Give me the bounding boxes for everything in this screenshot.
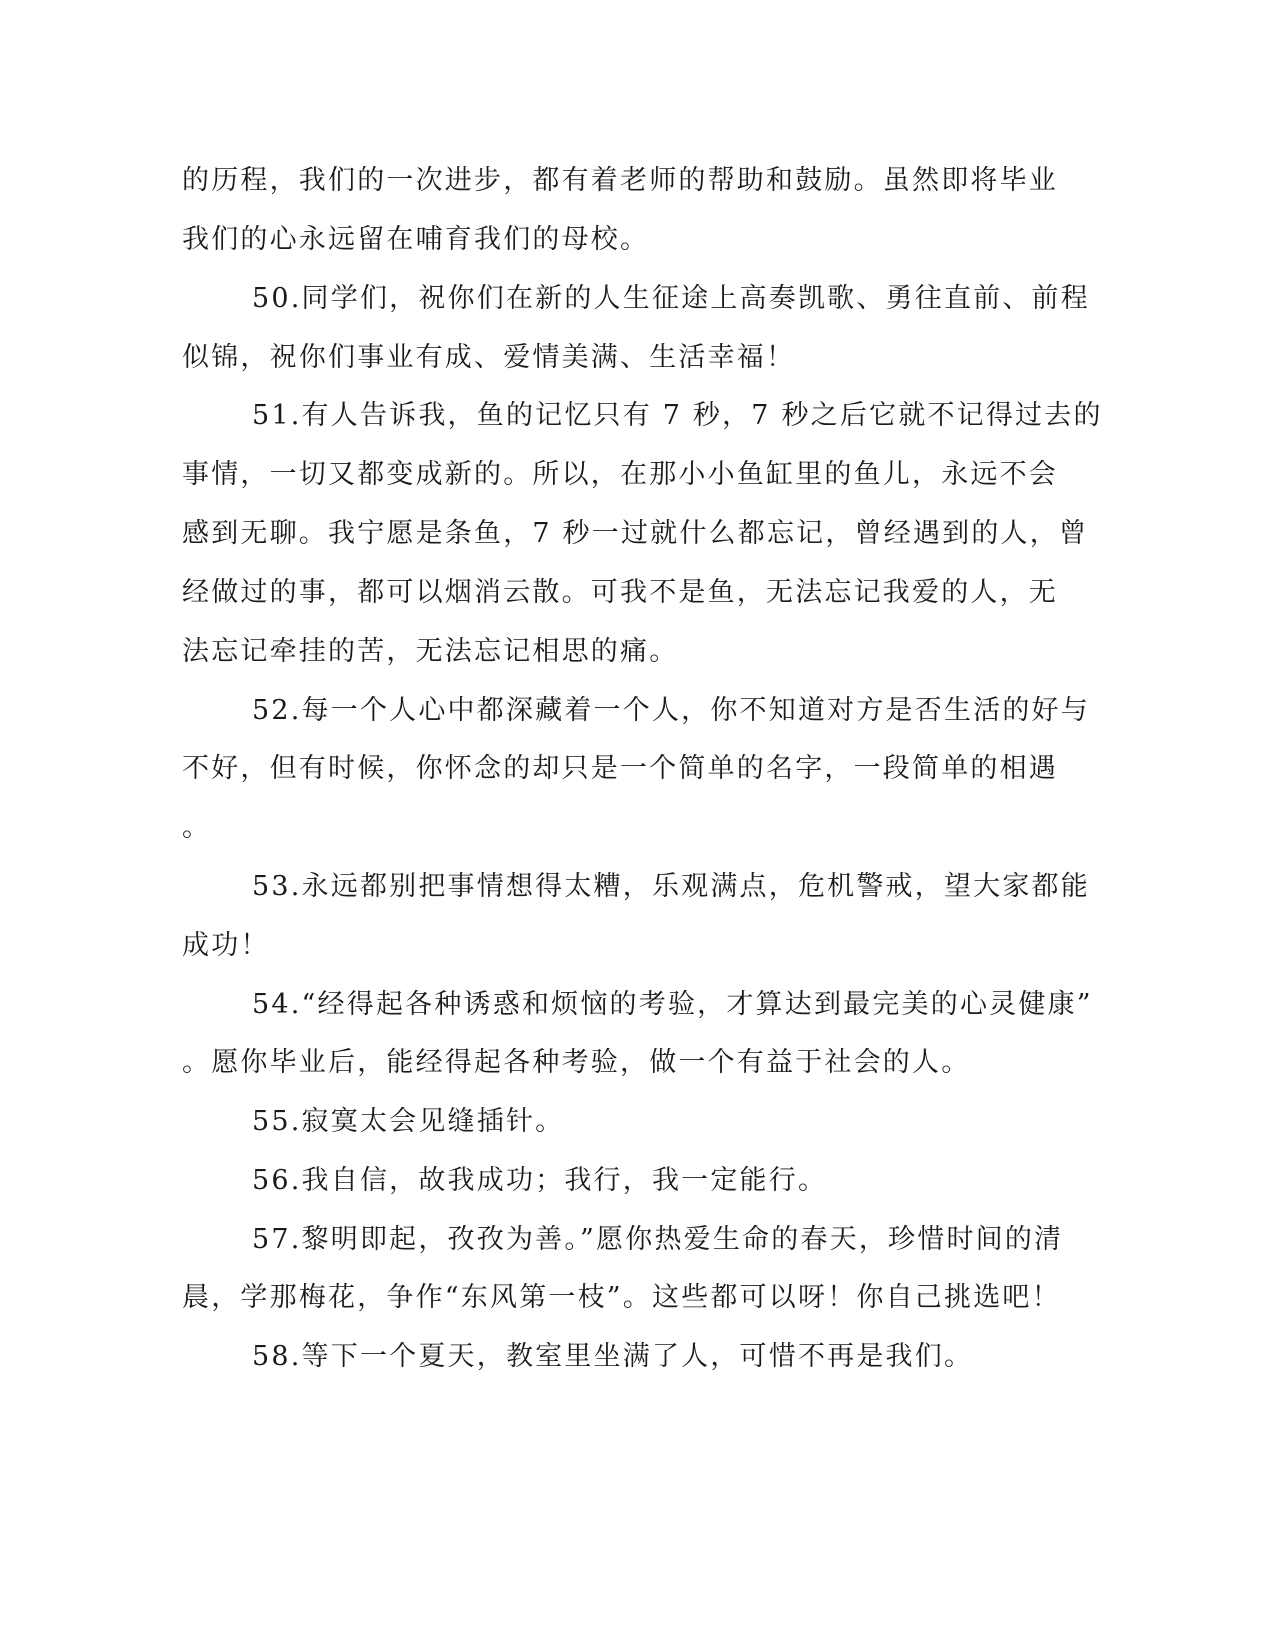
- text-line: 似锦，祝你们事业有成、爱情美满、生活幸福！: [182, 342, 796, 373]
- text-line: 成功！: [182, 930, 270, 961]
- paragraph-56-line: 56.我自信，故我成功；我行，我一定能行。: [252, 1165, 828, 1196]
- text-line: 经做过的事，都可以烟消云散。可我不是鱼，无法忘记我爱的人，无: [182, 577, 1058, 608]
- paragraph-55-line: 55.寂寞太会见缝插针。: [252, 1106, 565, 1137]
- text-line: 。: [182, 812, 212, 843]
- text-line: 。愿你毕业后，能经得起各种考验，做一个有益于社会的人。: [182, 1047, 971, 1078]
- paragraph-54-line: 54.“经得起各种诱惑和烦恼的考验，才算达到最完美的心灵健康”: [252, 989, 1093, 1020]
- paragraph-58-line: 58.等下一个夏天，教室里坐满了人，可惜不再是我们。: [252, 1341, 974, 1372]
- paragraph-53-line: 53.永远都别把事情想得太糟，乐观满点，危机警戒，望大家都能: [252, 871, 1090, 902]
- paragraph-51-line: 51.有人告诉我，鱼的记忆只有 7 秒，7 秒之后它就不记得过去的: [252, 400, 1103, 431]
- text-line: 法忘记牵挂的苦，无法忘记相思的痛。: [182, 636, 679, 667]
- text-line: 的历程，我们的一次进步，都有着老师的帮助和鼓励。虽然即将毕业: [182, 165, 1058, 196]
- paragraph-57-line: 57.黎明即起，孜孜为善。”愿你热爱生命的春天，珍惜时间的清: [252, 1224, 1064, 1255]
- paragraph-50-line: 50.同学们，祝你们在新的人生征途上高奏凯歌、勇往直前、前程: [252, 283, 1090, 314]
- text-line: 事情，一切又都变成新的。所以，在那小小鱼缸里的鱼儿，永远不会: [182, 459, 1058, 490]
- text-line: 我们的心永远留在哺育我们的母校。: [182, 224, 650, 255]
- text-line: 不好，但有时候，你怀念的却只是一个简单的名字，一段简单的相遇: [182, 753, 1058, 784]
- text-line: 感到无聊。我宁愿是条鱼，7 秒一过就什么都忘记，曾经遇到的人，曾: [182, 518, 1089, 549]
- paragraph-52-line: 52.每一个人心中都深藏着一个人，你不知道对方是否生活的好与: [252, 695, 1090, 726]
- text-line: 晨，学那梅花，争作“东风第一枝”。这些都可以呀！你自己挑选吧！: [182, 1282, 1061, 1313]
